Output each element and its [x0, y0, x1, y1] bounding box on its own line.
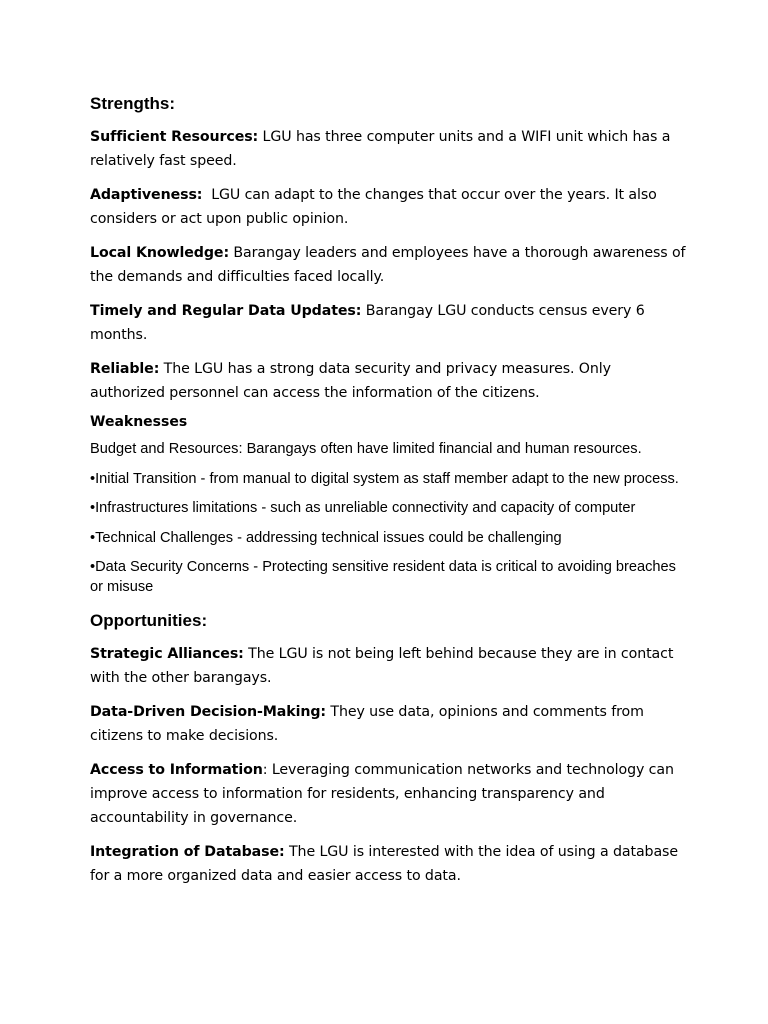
weakness-item: •Initial Transition - from manual to digital system as staff member adapt to the new process.	[90, 470, 679, 487]
weakness-item: •Technical Challenges - addressing technical issues could be challenging	[90, 529, 562, 546]
opportunity-text: The LGU is interested with the idea of using a database for a more organized data and easier access to data.	[90, 844, 678, 884]
strength-text: LGU has three computer units and a WIFI unit which has a relatively fast speed.	[90, 129, 671, 169]
opportunity-text: : Leveraging communication networks and technology can improve access to information for residents, enhancing transparency and accountability in governance.	[90, 762, 674, 826]
strength-text: Barangay LGU conducts census every 6 months.	[90, 303, 645, 343]
opportunity-label: Integration of Database:	[90, 844, 285, 860]
opportunity-text: The LGU is not being left behind because they are in contact with the other barangays.	[90, 646, 674, 686]
strength-label: Timely and Regular Data Updates:	[90, 303, 362, 319]
strength-label: Reliable:	[90, 361, 160, 377]
weakness-item: •Infrastructures limitations - such as unreliable connectivity and capacity of computer	[90, 500, 636, 516]
strength-item	[90, 183, 690, 231]
strength-item	[90, 125, 690, 173]
strength-item	[90, 357, 690, 405]
opportunity-item	[90, 840, 690, 888]
strength-label: Local Knowledge:	[90, 245, 230, 261]
strengths-heading: Strengths:	[90, 94, 175, 113]
strength-text: LGU can adapt to the changes that occur over the years. It also considers or act upon public opinion.	[90, 187, 662, 227]
document-content	[90, 92, 690, 898]
strength-item	[90, 299, 690, 347]
opportunity-item	[90, 758, 690, 830]
opportunity-label: Data-Driven Decision-Making:	[90, 704, 326, 720]
opportunity-label: Strategic Alliances:	[90, 646, 244, 662]
opportunity-label: Access to Information	[90, 762, 263, 778]
strength-text: The LGU has a strong data security and privacy measures. Only authorized personnel can access the information of the citizens.	[90, 361, 611, 401]
opportunity-item	[90, 642, 690, 690]
weakness-item: •Data Security Concerns - Protecting sensitive resident data is critical to avoiding breaches or misuse	[90, 559, 676, 595]
weaknesses-heading: Weaknesses	[90, 414, 188, 430]
strength-label: Adaptiveness:	[90, 187, 203, 203]
opportunity-item	[90, 700, 690, 748]
strength-label: Sufficient Resources:	[90, 129, 259, 145]
strength-item	[90, 241, 690, 289]
opportunity-text: They use data, opinions and comments from citizens to make decisions.	[90, 704, 644, 744]
weakness-item: Budget and Resources: Barangays often have limited financial and human resources.	[90, 441, 642, 457]
opportunities-heading: Opportunities:	[90, 611, 208, 630]
strength-text: Barangay leaders and employees have a thorough awareness of the demands and difficulties faced locally.	[90, 245, 686, 285]
